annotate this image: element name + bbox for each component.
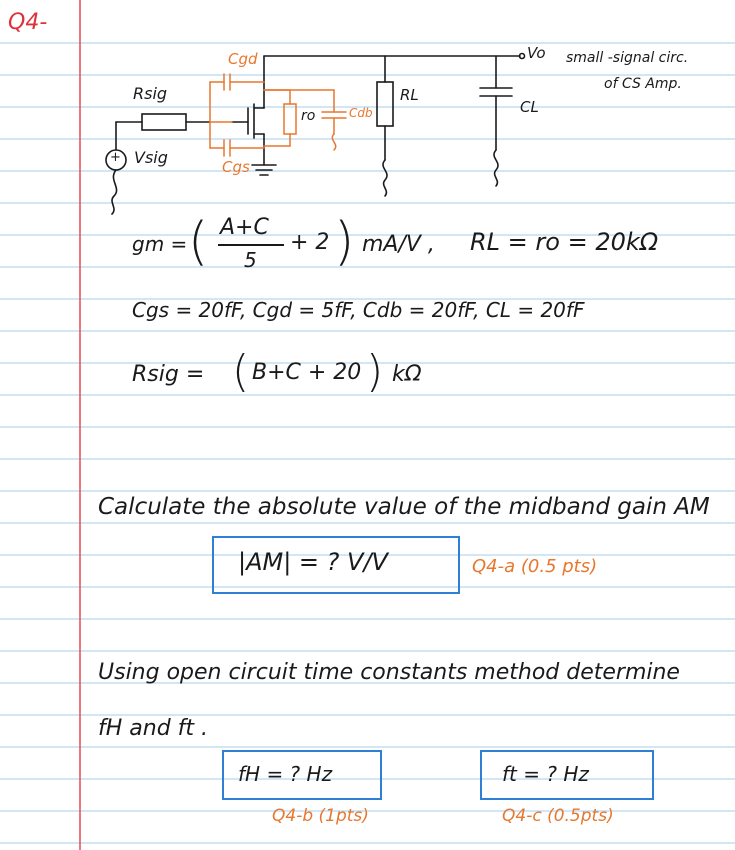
rsig-expr: B+C + 20 bbox=[252, 360, 362, 385]
rl-label: RL bbox=[400, 86, 419, 104]
answer-box-am-text: |AM| = ? V/V bbox=[238, 548, 388, 576]
answer-box-am[interactable] bbox=[212, 536, 460, 594]
rsig-unit: kΩ bbox=[392, 362, 422, 387]
part-bc-prompt-line2: fH and ft . bbox=[98, 716, 209, 741]
answer-box-fh-text: fH = ? Hz bbox=[238, 762, 333, 786]
rsig-label: Rsig bbox=[133, 84, 168, 103]
answer-box-ft-text: ft = ? Hz bbox=[502, 762, 589, 786]
cgd-label: Cgd bbox=[228, 50, 258, 68]
cdb-label: Cdb bbox=[349, 106, 373, 120]
rl-ro-value: RL = ro = 20kΩ bbox=[470, 228, 659, 256]
ro-resistor bbox=[284, 104, 296, 134]
gm-unit: mA/V , bbox=[362, 232, 435, 257]
rsig-lhs: Rsig = bbox=[132, 362, 205, 387]
vo-label: Vo bbox=[527, 44, 546, 62]
rsig-resistor bbox=[142, 114, 186, 130]
part-b-tag: Q4-b (1pts) bbox=[272, 806, 369, 826]
gm-open-paren: ( bbox=[188, 212, 209, 272]
ro-label: ro bbox=[301, 108, 316, 124]
rsig-close-paren: ) bbox=[366, 346, 384, 397]
gm-numerator: A+C bbox=[220, 215, 269, 240]
part-c-tag: Q4-c (0.5pts) bbox=[502, 806, 614, 826]
source-sign: + bbox=[110, 150, 121, 165]
rsig-open-paren: ( bbox=[232, 346, 250, 397]
answer-box-ft[interactable] bbox=[480, 750, 654, 800]
answer-box-fh[interactable] bbox=[222, 750, 382, 800]
gm-close-paren: ) bbox=[334, 212, 355, 272]
gm-denominator: 5 bbox=[244, 248, 257, 272]
part-bc-prompt-line1: Using open circuit time constants method determine bbox=[98, 660, 680, 685]
cl-label: CL bbox=[520, 98, 539, 116]
part-a-prompt: Calculate the absolute value of the midband gain AM bbox=[98, 494, 710, 520]
cgs-label: Cgs bbox=[222, 158, 250, 176]
question-tag: Q4- bbox=[8, 10, 48, 35]
capacitor-values: Cgs = 20fF, Cgd = 5fF, Cdb = 20fF, CL = 20fF bbox=[132, 298, 585, 322]
vsig-label: Vsig bbox=[134, 148, 168, 167]
vo-node bbox=[520, 54, 525, 59]
gm-lhs: gm = bbox=[132, 232, 188, 256]
rl-resistor bbox=[377, 82, 393, 126]
source-ground-wire bbox=[112, 170, 117, 214]
gm-fraction-bar bbox=[218, 244, 284, 246]
circuit-caption-line2: of CS Amp. bbox=[604, 76, 682, 92]
part-a-tag: Q4-a (0.5 pts) bbox=[472, 556, 598, 577]
gm-plus-two: + 2 bbox=[290, 230, 330, 255]
circuit-caption-line1: small -signal circ. bbox=[566, 50, 689, 66]
